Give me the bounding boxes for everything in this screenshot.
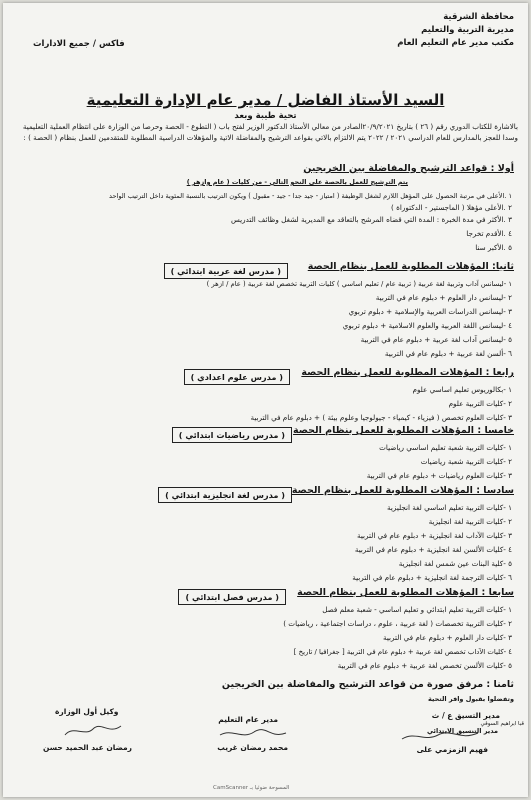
scanner-footer: [213, 785, 289, 791]
list-item: ٢ -ليسانس دار العلوم + دبلوم عام في التربية: [375, 293, 512, 302]
closing-line: وتفضلوا بقبول وافر التحية: [428, 695, 514, 703]
list-item: ١ -ليسانس آداب وتربية لغة عربية ( تربية عام / تعليم اساسي ) كليات التربية تخصص لغة عربية ( عام / ازهر ): [206, 280, 512, 288]
greeting: تحية طيبة وبعد: [234, 111, 297, 121]
section4-box: ( مدرس رياضيات ابتدائي ): [172, 427, 292, 443]
scanner-app-name: CamScanner: [213, 785, 249, 791]
list-item: ٤ -ليسانس اللغة العربية والعلوم الاسلامية + دبلوم تربوي: [342, 321, 512, 330]
section1-heading: أولا : قواعد الترشيح والمفاضلة بين الخريجين: [303, 163, 514, 174]
list-item: ٢ -كليات التربية شعبة رياضيات: [420, 457, 512, 466]
section5-box: ( مدرس لغة انجليزية ابتدائي ): [158, 487, 292, 503]
letter-title: السيد الأستاذ الفاضل / مدير عام الإدارة التعليمية: [86, 91, 445, 109]
signature-title-3: وكيل أول الوزارة: [55, 707, 119, 716]
list-item: ٥ -كلية البنات عين شمس لغة انجليزية: [398, 559, 512, 568]
section3-heading: رابعا : المؤهلات المطلوبة للعمل بنظام الحصة: [301, 367, 514, 378]
list-item: ١ .الأعلى في مرتبة الحصول على المؤهل اللازم لشغل الوظيفة ( امتياز - جيد جدا - جيد - مقبول ) ويكون الترتيب بالنسبة المئوية داخل الترتيب الواحد: [108, 192, 512, 200]
list-item: ٢ -كليات التربية لغة انجليزية: [428, 517, 512, 526]
list-item: ٥ .الأكبر سنا: [475, 243, 512, 252]
section7-heading: ثامنا : مرفق صورة من قواعد الترشيح والمفاضلة بين الخريجين: [221, 679, 514, 690]
scanned-label: المسوحة ضوئيا بـ: [249, 785, 290, 791]
signature-scribble-1: [400, 729, 480, 743]
signature-scribble-3: [63, 723, 123, 739]
signature-title-1: مدير التسيق ع / ث: [431, 711, 500, 720]
section6-heading: سابعا : المؤهلات المطلوبة للعمل بنظام الحصة: [297, 587, 514, 598]
signature-extra-1: قبا ابراهيم السوقي: [480, 721, 524, 727]
list-item: ٤ -كليات الألسن لغة انجليزية + دبلوم عام في التربية: [354, 545, 512, 554]
list-item: ٣ -ليسانس الدراسات العربية والإسلامية + دبلوم تربوي: [348, 307, 512, 316]
office-name: مكتب مدير عام التعليم العام: [397, 38, 514, 48]
list-item: ٦ -ألسن لغة عربية + دبلوم عام في التربية: [384, 349, 512, 358]
section2-heading: ثانيا: المؤهلات المطلوبة للعمل بنظام الحصة: [307, 261, 514, 272]
list-item: ١ -كليات التربية شعبة تعليم اساسي رياضيات: [379, 443, 512, 452]
list-item: ٢ .الأعلى مؤهلا ( الماجستير - الدكتوراة ): [391, 203, 512, 212]
list-item: ١ -كليات التربية تعليم اساسي لغة انجليزية: [387, 503, 512, 512]
signature-name-2: محمد رمضان غريب: [217, 743, 288, 752]
list-item: ٦ -كليات الترجمة لغة انجليزية + دبلوم عام في التربية: [352, 573, 512, 582]
signature-scribble-2: [218, 727, 288, 741]
section4-heading: خامسا : المؤهلات المطلوبة للعمل بنظام الحصة: [293, 425, 514, 436]
fax-line: فاكس / جميع الادارات: [33, 39, 125, 49]
section5-heading: سادسا : المؤهلات المطلوبة للعمل بنظام الحصة: [291, 485, 514, 496]
section2-box: ( مدرس لغة عربية ابتدائي ): [164, 263, 288, 279]
signature-title-2: مدير عام التعليم: [218, 715, 278, 724]
document-page: [3, 3, 528, 797]
section6-box: ( مدرس فصل ابتدائي ): [178, 589, 286, 605]
letterhead: [397, 11, 514, 50]
signature-note-1: مدير التنسيق الابتدائي: [426, 727, 498, 735]
list-item: ٣ .الأكثر في مدة الخبرة : المدة التي قضاه المرشح بالتعاقد مع المديرية لشغل وظائف التدريس: [231, 215, 512, 224]
list-item: ٣ -كليات دار العلوم + دبلوم عام في التربية: [382, 633, 512, 642]
signature-name-3: رمضان عبد الحميد حسن: [43, 743, 132, 752]
section1-subnote: يتم الترشيح للعمل بالحصة على النحو التالي - من كليات ( عام وازهر ): [186, 178, 408, 186]
list-item: ١ -كليات التربية تعليم ابتدائي و تعليم اساسي - شعبة معلم فصل: [322, 605, 512, 614]
list-item: ٢ -كليات التربية تخصصات ( لغة عربية ، علوم ، دراسات اجتماعية ، رياضيات ): [283, 619, 512, 628]
list-item: ١ -بكالوريوس تعليم اساسي علوم: [412, 385, 512, 394]
section3-box: ( مدرس علوم اعدادي ): [184, 369, 290, 385]
list-item: ٣ -كليات الآداب لغة انجليزية + دبلوم عام في التربية: [357, 531, 512, 540]
signature-name-1: فهيم الزمزمي على: [416, 745, 488, 754]
list-item: ٣ -كليات العلوم رياضيات + دبلوم عام في التربية: [366, 471, 512, 480]
intro-paragraph: بالاشارة للكتاب الدوري رقم ( ٢٦ ) بتاريخ ٢٠/٩/٢٠٢١الصادر من معالي الأستاذ الدكتور الوزير لفتح باب ( التطوع - الحصة وحرصا من الوزارة على انتظام العملية التعليمية وسدا للعجز بالمدارس للعام الدراسي ٢٠٢١ / ٢٠٢٢ يتم الالتزام بالاتي بقواعد الترشيح والمفاضلة الاتية والمؤهلات الدراسية المطلوبة للمتقدمين للعمل بنظام ( الحصة ) :: [22, 122, 518, 142]
list-item: ٣ -كليات العلوم تخصص ( فيزياء - كيمياء - جيولوجيا وعلوم بيئة ) + دبلوم عام في التربية: [250, 413, 512, 422]
governorate-name: محافظة الشرقية: [443, 12, 514, 22]
list-item: ٥ -ليسانس آداب لغة عربية + دبلوم عام في التربية: [360, 335, 512, 344]
list-item: ٤ -كليات الآداب تخصص لغة عربية + دبلوم عام في التربية [ جغرافيا / تاريخ ]: [293, 648, 512, 656]
list-item: ٢ -كليات التربية علوم: [448, 399, 512, 408]
directorate-name: مديرية التربية والتعليم: [421, 25, 514, 35]
list-item: ٤ .الأقدم تخرجا: [466, 229, 512, 238]
list-item: ٥ -كليات الألسن تخصص لغة عربية + دبلوم عام في التربية: [337, 661, 512, 670]
